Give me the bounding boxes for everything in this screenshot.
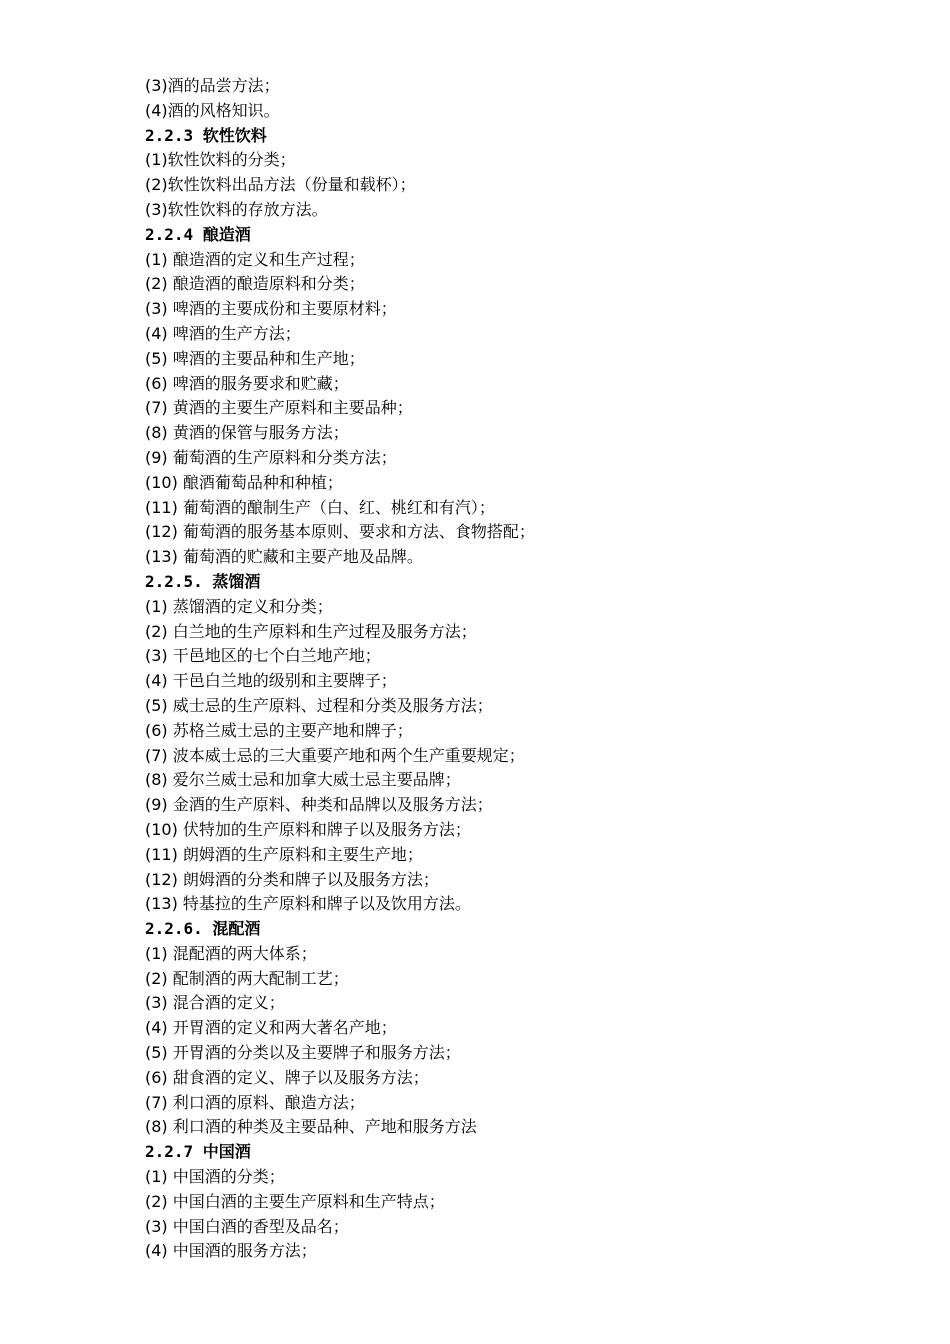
list-item: (3)软性饮料的存放方法。 [145, 199, 328, 219]
list-item: (2)软性饮料出品方法（份量和载杯）； [145, 175, 416, 195]
list-item: (10) 伏特加的生产原料和牌子以及服务方法； [145, 819, 471, 839]
list-item: (4) 干邑白兰地的级别和主要牌子； [145, 671, 397, 691]
list-item: (1) 混配酒的两大体系； [145, 943, 317, 963]
list-item: (5) 开胃酒的分类以及主要牌子和服务方法； [145, 1043, 461, 1063]
list-item: (2) 配制酒的两大配制工艺； [145, 968, 349, 988]
list-item: (4) 开胃酒的定义和两大著名产地； [145, 1018, 397, 1038]
list-item: (13) 特基拉的生产原料和牌子以及饮用方法。 [145, 894, 471, 914]
list-item: (12) 朗姆酒的分类和牌子以及服务方法； [145, 869, 439, 889]
list-item: (3) 中国白酒的香型及品名； [145, 1216, 349, 1236]
section-heading: 2.2.4 酿造酒 [145, 224, 251, 244]
section-heading: 2.2.6. 混配酒 [145, 919, 261, 939]
list-item: (11) 葡萄酒的酿制生产（白、红、桃红和有汽）； [145, 497, 495, 517]
list-item: (13) 葡萄酒的贮藏和主要产地及品牌。 [145, 547, 423, 567]
list-item: (8) 利口酒的种类及主要品种、产地和服务方法 [145, 1117, 477, 1137]
list-item: (9) 金酒的生产原料、种类和品牌以及服务方法； [145, 795, 493, 815]
list-item: (1) 蒸馏酒的定义和分类； [145, 596, 333, 616]
list-item: (4)酒的风格知识。 [145, 100, 280, 120]
list-item: (12) 葡萄酒的服务基本原则、要求和方法、食物搭配； [145, 522, 535, 542]
list-item: (5) 啤酒的主要品种和生产地； [145, 348, 365, 368]
list-item: (2) 酿造酒的酿造原料和分类； [145, 274, 365, 294]
list-item: (7) 利口酒的原料、酿造方法； [145, 1092, 365, 1112]
list-item: (3) 混合酒的定义； [145, 993, 285, 1013]
list-item: (3) 干邑地区的七个白兰地产地； [145, 646, 381, 666]
list-item: (6) 甜食酒的定义、牌子以及服务方法； [145, 1067, 429, 1087]
section-heading: 2.2.3 软性饮料 [145, 125, 267, 145]
document-page [145, 74, 925, 1264]
list-item: (8) 黄酒的保管与服务方法； [145, 423, 349, 443]
list-item: (1)软性饮料的分类； [145, 150, 296, 170]
list-item: (10) 酿酒葡萄品种和种植； [145, 472, 343, 492]
list-item: (5) 威士忌的生产原料、过程和分类及服务方法； [145, 695, 493, 715]
list-item: (1) 中国酒的分类； [145, 1167, 285, 1187]
section-heading: 2.2.5. 蒸馏酒 [145, 571, 261, 591]
list-item: (11) 朗姆酒的生产原料和主要生产地； [145, 844, 423, 864]
list-item: (7) 黄酒的主要生产原料和主要品种； [145, 398, 413, 418]
list-item: (6) 啤酒的服务要求和贮藏； [145, 373, 349, 393]
list-item: (9) 葡萄酒的生产原料和分类方法； [145, 447, 397, 467]
list-item: (3) 啤酒的主要成份和主要原材料； [145, 299, 397, 319]
list-item: (4) 中国酒的服务方法； [145, 1241, 317, 1261]
list-item: (2) 中国白酒的主要生产原料和生产特点； [145, 1191, 445, 1211]
list-item: (3)酒的品尝方法； [145, 76, 280, 95]
list-item: (8) 爱尔兰威士忌和加拿大威士忌主要品牌； [145, 770, 461, 790]
list-item: (1) 酿造酒的定义和生产过程； [145, 249, 365, 269]
section-heading: 2.2.7 中国酒 [145, 1142, 251, 1162]
list-item: (2) 白兰地的生产原料和生产过程及服务方法； [145, 621, 477, 641]
list-item: (6) 苏格兰威士忌的主要产地和牌子； [145, 720, 413, 740]
list-item: (4) 啤酒的生产方法； [145, 323, 301, 343]
list-item: (7) 波本威士忌的三大重要产地和两个生产重要规定； [145, 745, 525, 765]
